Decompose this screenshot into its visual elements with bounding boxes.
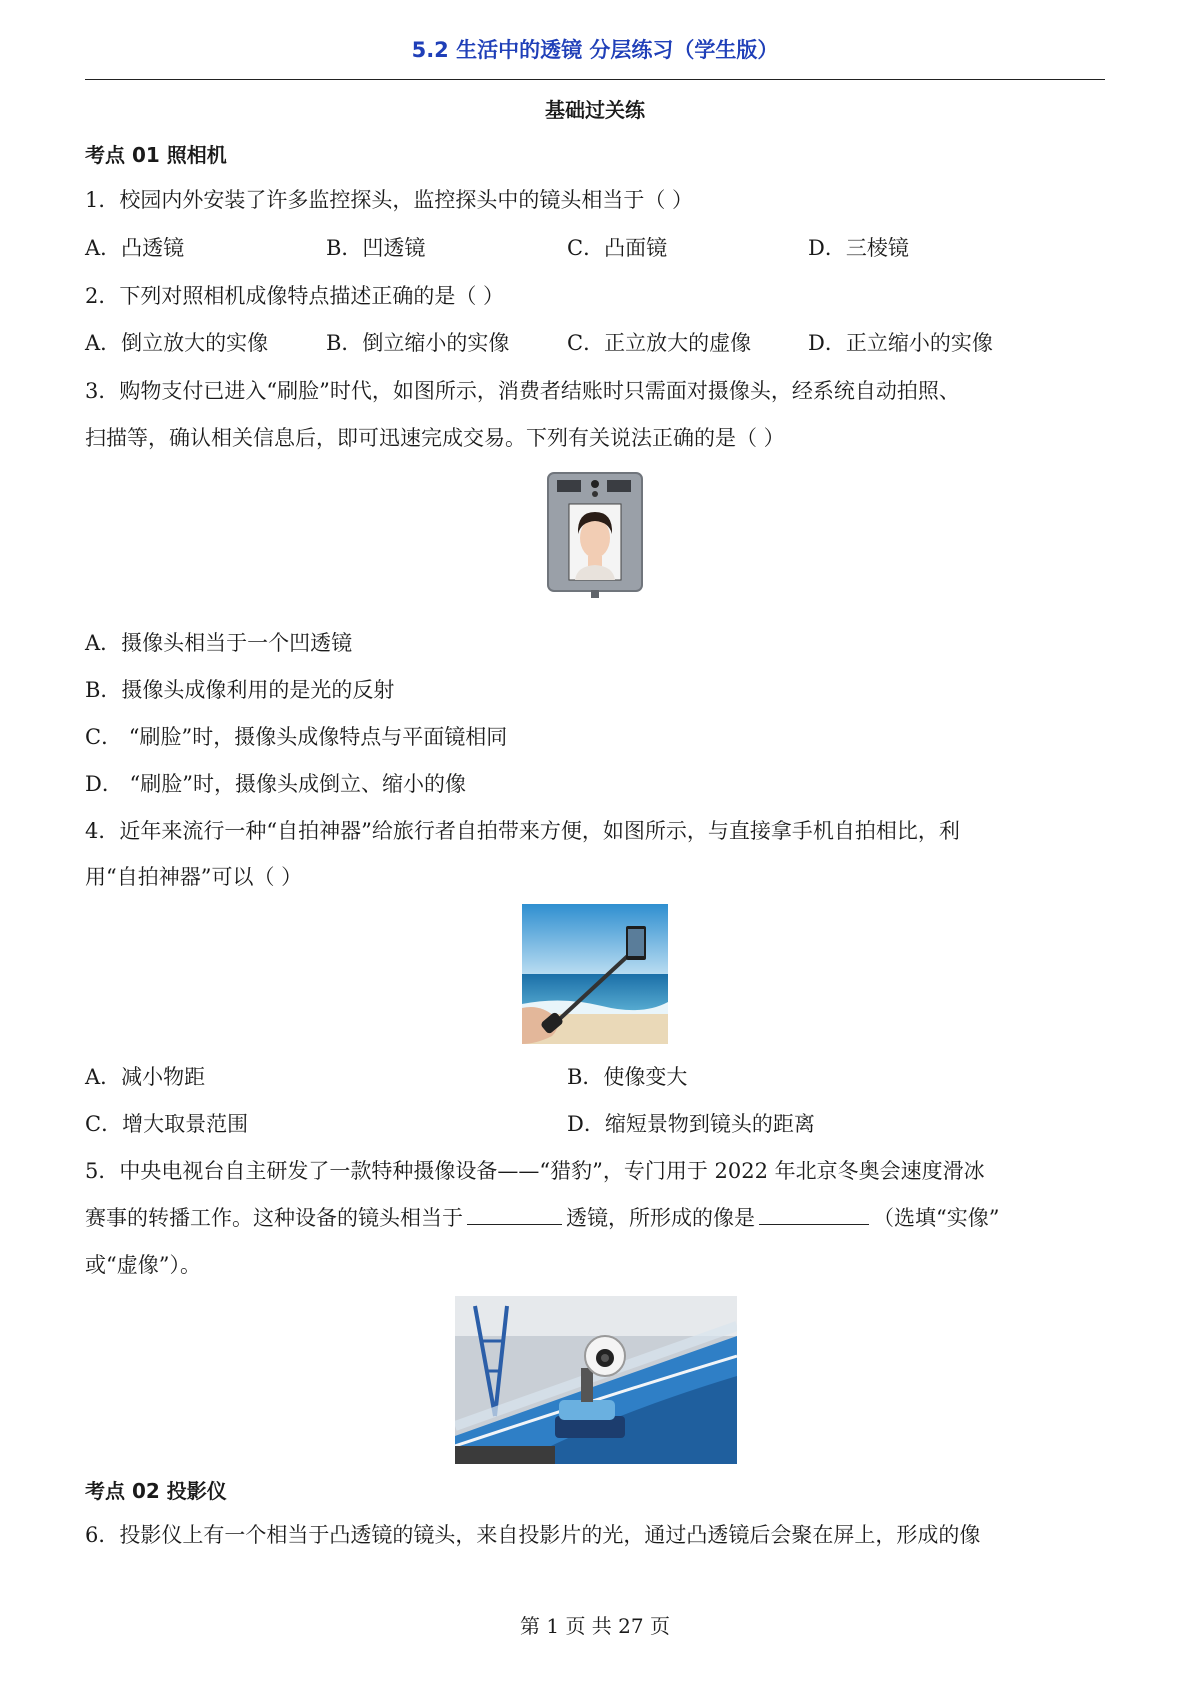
question-6-stem-line1: 6．投影仪上有一个相当于凸透镜的镜头，来自投影片的光，通过凸透镜后会聚在屏上，形成的像 bbox=[85, 1523, 981, 1547]
q3-option-c: C． “刷脸”时，摄像头成像特点与平面镜相同 bbox=[85, 725, 508, 749]
question-3-stem-line2: 扫描等，确认相关信息后，即可迅速完成交易。下列有关说法正确的是（ ） bbox=[85, 426, 785, 450]
q2-option-d: D．正立缩小的实像 bbox=[808, 331, 993, 355]
face-payment-terminal-image bbox=[547, 472, 643, 598]
q2-option-b: B．倒立缩小的实像 bbox=[326, 331, 510, 355]
question-1-stem: 1．校园内外安装了许多监控探头，监控探头中的镜头相当于（ ） bbox=[85, 188, 694, 212]
question-5-stem-line1: 5．中央电视台自主研发了一款特种摄像设备——“猎豹”，专门用于 2022 年北京冬奥会速度滑冰 bbox=[85, 1159, 985, 1183]
q4-option-c: C．增大取景范围 bbox=[85, 1112, 249, 1136]
q5-text-part-b: 透镜，所形成的像是 bbox=[566, 1206, 755, 1230]
q3-option-a: A．摄像头相当于一个凹透镜 bbox=[85, 631, 353, 655]
question-4-stem-line2: 用“自拍神器”可以（ ） bbox=[85, 865, 303, 889]
question-3-stem-line1: 3．购物支付已进入“刷脸”时代，如图所示，消费者结账时只需面对摄像头，经系统自动拍照、 bbox=[85, 379, 960, 403]
q1-option-c: C．凸面镜 bbox=[567, 236, 668, 260]
q1-option-b: B．凹透镜 bbox=[326, 236, 426, 260]
section-heading-camera: 考点 01 照相机 bbox=[85, 143, 227, 167]
page-footer: 第 1 页 共 27 页 bbox=[520, 1614, 670, 1638]
q2-option-c: C．正立放大的虚像 bbox=[567, 331, 752, 355]
q3-option-d: D． “刷脸”时，摄像头成倒立、缩小的像 bbox=[85, 772, 466, 796]
q4-option-b: B．使像变大 bbox=[567, 1065, 688, 1089]
q1-option-a: A．凸透镜 bbox=[85, 236, 185, 260]
q5-blank-image-type[interactable] bbox=[759, 1206, 869, 1225]
q4-option-a: A．减小物距 bbox=[85, 1065, 206, 1089]
q5-blank-lens-type[interactable] bbox=[467, 1206, 562, 1225]
speed-skating-camera-image bbox=[455, 1296, 737, 1464]
section-heading-projector: 考点 02 投影仪 bbox=[85, 1479, 227, 1503]
q4-option-d: D．缩短景物到镜头的距离 bbox=[567, 1112, 815, 1136]
q1-option-d: D．三棱镜 bbox=[808, 236, 909, 260]
document-title: 5.2 生活中的透镜 分层练习（学生版） bbox=[411, 38, 779, 62]
selfie-stick-image bbox=[522, 904, 668, 1044]
question-2-stem: 2．下列对照相机成像特点描述正确的是（ ） bbox=[85, 284, 505, 308]
q2-option-a: A．倒立放大的实像 bbox=[85, 331, 269, 355]
part-heading: 基础过关练 bbox=[545, 98, 645, 122]
header-rule bbox=[85, 79, 1105, 80]
question-5-stem-line3: 或“虚像”）。 bbox=[85, 1253, 201, 1277]
question-4-stem-line1: 4．近年来流行一种“自拍神器”给旅行者自拍带来方便，如图所示，与直接拿手机自拍相比，利 bbox=[85, 819, 960, 843]
q3-option-b: B．摄像头成像利用的是光的反射 bbox=[85, 678, 395, 702]
question-5-stem-line2 bbox=[85, 1202, 999, 1232]
q5-text-part-a: 赛事的转播工作。这种设备的镜头相当于 bbox=[85, 1206, 463, 1230]
q5-text-part-c: （选填“实像” bbox=[873, 1206, 1000, 1230]
